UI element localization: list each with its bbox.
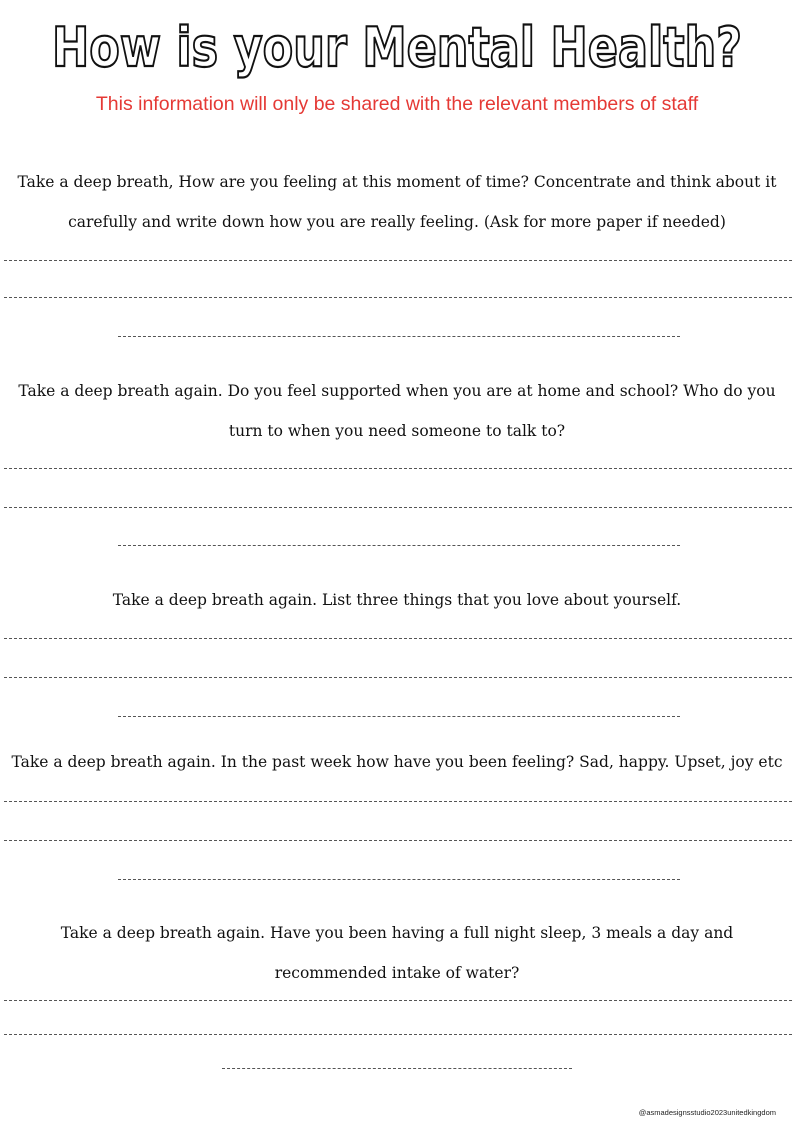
answer-line[interactable] [118,336,680,337]
copyright-text: @asmadesignsstudio2023unitedkingdom [638,1108,776,1117]
question-2: Take a deep breath again. Do you feel supported when you are at home and school? Who do you turn to when you need someone to talk to? [18,382,776,440]
answer-line[interactable] [4,1034,792,1035]
answer-line[interactable] [4,638,792,639]
question-5: Take a deep breath again. Have you been having a full night sleep, 3 meals a day and recommended intake of water? [60,924,734,982]
question-3: Take a deep breath again. List three things that you love about yourself. [112,591,682,609]
answer-line[interactable] [222,1068,572,1069]
answer-line[interactable] [4,677,792,678]
answer-line[interactable] [4,297,792,298]
answer-line[interactable] [4,260,792,261]
answer-line[interactable] [4,801,792,802]
privacy-notice: This information will only be shared with the relevant members of staff [95,93,699,115]
answer-line[interactable] [4,507,792,508]
answer-line[interactable] [118,879,680,880]
answer-line[interactable] [118,545,680,546]
page-title [0,4,794,84]
question-4: Take a deep breath again. In the past week how have you been feeling? Sad, happy. Upset, joy etc [11,753,783,771]
answer-line[interactable] [4,468,792,469]
page-title-text: How is your Mental Health? [52,16,742,79]
answer-line[interactable] [4,1000,792,1001]
answer-line[interactable] [4,840,792,841]
answer-line[interactable] [118,716,680,717]
question-1: Take a deep breath, How are you feeling at this moment of time? Concentrate and think about it carefully and write down how you are really feeling. (Ask for more paper if needed) [17,173,777,231]
